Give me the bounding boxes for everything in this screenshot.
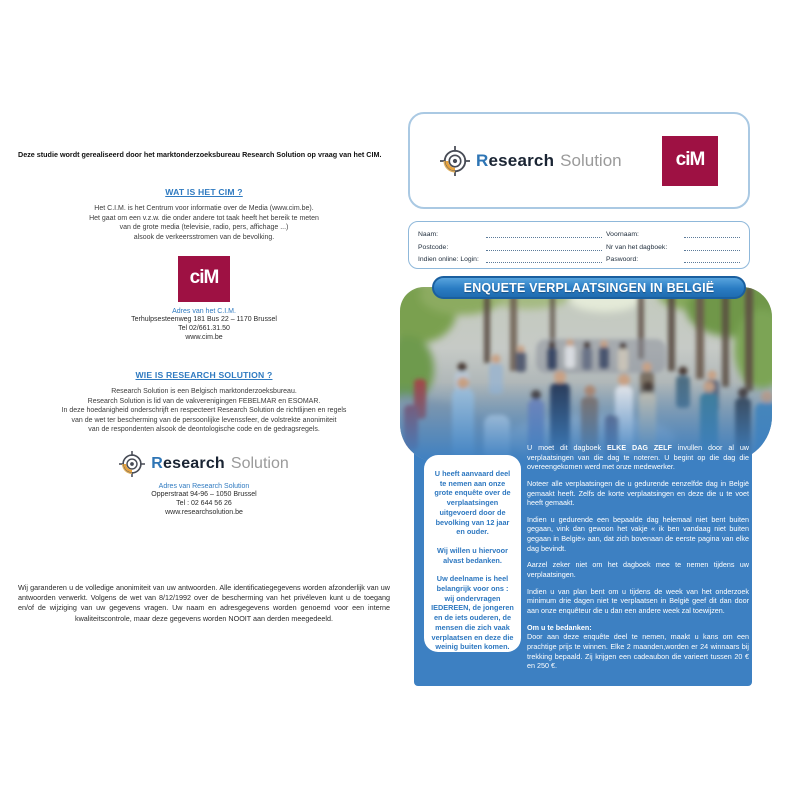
survey-title-banner [432,276,746,299]
postcode-input-line[interactable] [486,242,602,251]
rs-logo-solution: Solution [560,150,622,170]
instruction-paragraph: U moet dit dagboek ELKE DAG ZELF invullen door al uw verplaatsingen van die dag te noteren. U begint op die dag die overeengekomen werd met onze medewerker. [527,443,750,472]
rs-description-line: van de wet ter bescherming van de persoonlijke levenssfeer, de volstrekte anonimiteit [71,416,337,424]
cim-address [18,315,390,342]
left-page [18,150,390,624]
instruction-paragraph: Aarzel zeker niet om het dagboek mee te nemen tijdens uw verplaatsingen. [527,560,749,580]
cim-description-line: Het C.I.M. is het Centrum voor informatie over de Media (www.cim.be). [94,205,314,213]
rs-description-line: Research Solution is een Belgisch marktonderzoeksbureau. [111,388,297,396]
naam-label: Naam: [418,231,439,238]
cim-description [18,204,390,242]
cim-logo [178,256,230,302]
rs-address [18,490,390,517]
postcode-label: Postcode: [418,243,449,251]
instructions-text [527,443,749,678]
paswoord-input-line[interactable] [684,254,740,263]
iedereen-emphasis: IEDEREEN, [431,603,471,613]
instruction-paragraph: Indien u gedurende een bepaalde dag helemaal niet bent buiten gegaan, vink dan gewoon het vakje « ik ben vandaag niet buiten gegaan in België» aan, dat zich bovenaan de eerste pagina van elke dag bevindt. [527,514,749,553]
cim-description-line: alsook de verkeersstromen van de bevolking. [133,233,275,241]
voornaam-label: Voornaam: [606,231,639,238]
logo-card [408,112,750,209]
target-crosshair-icon [119,451,145,477]
form-row [418,227,740,238]
research-solution-logo [440,146,622,176]
reward-title: Om u te bedanken: [527,622,592,632]
rs-website: www.researchsolution.be [165,508,243,516]
identification-form [408,221,750,269]
login-input-line[interactable] [486,254,602,263]
thank-you-box [424,455,521,652]
sidebox-paragraph: Uw deelname is heel belangrijk voor ons : wij ondervragen IEDEREEN, de jongeren en de iets ouderen, de mensen die zich vaak verplaatsen en deze die weinig buiten komen. [431,574,514,652]
research-solution-logo [18,451,390,477]
cim-phone: Tel 02/661.31.50 [178,325,230,333]
cim-logo-text: ciM [675,148,705,170]
rs-address-line: Opperstraat 94-96 – 1050 Brussel [151,490,257,498]
reward-paragraph: Door aan deze enquête deel te nemen, maakt u kans om een prachtige prijs te winnen. Elke 2 maanden,worden er 24 winnaars bij trekking bepaald. Zij krijgen een cadeaubon die varieert tussen 20 € en 250 €. [527,632,749,671]
crowd-photo [400,287,772,462]
login-label: Indien online: Login: [418,256,479,263]
survey-title: ENQUETE VERPLAATSINGEN IN BELGIË [463,280,715,295]
cim-logo-text: ciM [189,267,219,289]
dagboek-nr-label: Nr van het dagboek: [606,243,668,251]
sidebox-thanks: Wij willen u hiervoor alvast bedanken. [437,545,508,565]
rs-description-line: Research Solution is lid van de vakverenigingen FEBELMAR en ESOMAR. [87,397,321,405]
cim-website: www.cim.be [185,334,223,342]
heading-wat-is-het-cim: WAT IS HET CIM ? [165,187,243,198]
rs-description-line: van de respondenten alsook de deontologische code en de gedragsregels. [88,426,320,434]
naam-input-line[interactable] [486,229,602,238]
rs-phone: Tel : 02 644 56 26 [176,499,232,507]
voornaam-input-line[interactable] [684,229,740,238]
cim-address-title: Adres van het C.I.M. [172,308,236,316]
rs-logo-solution: Solution [230,454,289,472]
cim-description-line: van de grote media (televisie, radio, pers, affichage ...) [119,224,289,232]
rs-description [18,387,390,434]
study-intro-text: Deze studie wordt gerealiseerd door het marktonderzoeksbureau Research Solution op vraag van het CIM. [18,150,382,159]
rs-logo-research: Research [151,454,225,472]
form-row [418,252,740,263]
rs-address-title: Adres van Research Solution [158,482,250,490]
dagboek-nr-input-line[interactable] [684,242,740,251]
rs-logo-research: Research [476,150,555,170]
instruction-paragraph: Noteer alle verplaatsingen die u gedurende eenzelfde dag in België gemaakt heeft. Zelfs de korte verplaatsingen en deze die u te voet heeft gemaakt. [527,478,749,508]
sidebox-paragraph: U heeft aanvaard deel te nemen aan onze grote enquête over de verplaatsingen uitgevoerd door de bevolking van 12 jaar en ouder. [434,469,511,537]
rs-description-line: In deze hoedanigheid onderschrijft en respecteert Research Solution de richtlijnen en regels [61,407,347,415]
form-row [418,240,740,251]
cim-logo [662,136,718,186]
cim-description-line: Het gaat om een v.z.w. die onder andere tot taak heeft het bereik te meten [89,214,319,222]
instruction-paragraph: Indien u van plan bent om u tijdens de week van het onderzoek minimum drie dagen niet te verplaatsen in België geef dit dan door aan onze enquêteur die u dan een andere week zal toewijzen. [527,586,749,615]
anonymity-notice: Wij garanderen u de volledige anonimiteit van uw antwoorden. Alle identificatiegegevens worden afzonderlijk van uw antwoorden verwerkt. Volgens de wet van 8/12/1992 over de bescherming van het privéleven kunt u de toegang en/of de wijziging van uw gegevens vragen. Uw naam en adresgegevens worden genoemd voor een interne kwaliteitscontrole, maar deze gegevens worden NOOIT aan derden meegedeeld. [18,582,390,623]
paswoord-label: Paswoord: [606,256,639,263]
cim-address-line: Terhulpsesteenweg 181 Bus 22 – 1170 Brussel [131,316,277,324]
heading-wie-is-research-solution: WIE IS RESEARCH SOLUTION ? [135,370,273,381]
elke-dag-zelf-emphasis: ELKE DAG ZELF [606,443,672,452]
target-crosshair-icon [440,146,470,176]
crowd-street-scene [400,287,772,462]
